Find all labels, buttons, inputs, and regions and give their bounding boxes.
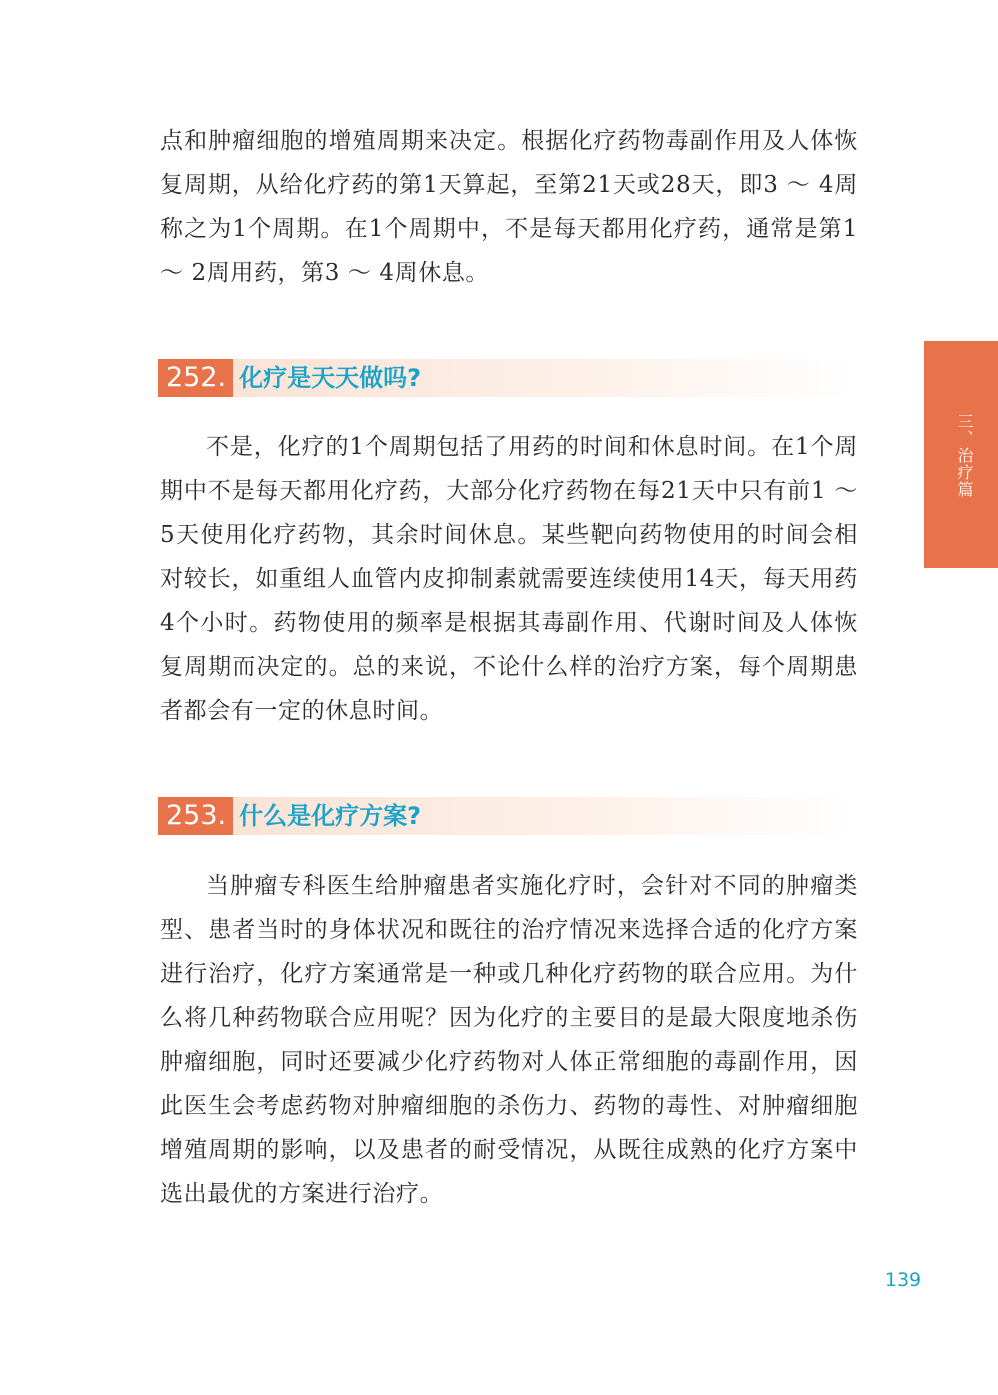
question-252-number: 252. (158, 359, 233, 397)
question-252-heading (158, 359, 850, 397)
question-253-title: 什么是化疗方案? (233, 797, 850, 835)
question-253-answer: 当肿瘤专科医生给肿瘤患者实施化疗时，会针对不同的肿瘤类型、患者当时的身体状况和既往的治疗情况来选择合适的化疗方案进行治疗，化疗方案通常是一种或几种化疗药物的联合应用。为什么将几种药物联合应用呢？因为化疗的主要目的是最大限度地杀伤肿瘤细胞，同时还要减少化疗药物对人体正常细胞的毒副作用，因此医生会考虑药物对肿瘤细胞的杀伤力、药物的毒性、对肿瘤细胞增殖周期的影响，以及患者的耐受情况，从既往成熟的化疗方案中选出最优的方案进行治疗。 (160, 873, 858, 1207)
intro-paragraph: 点和肿瘤细胞的增殖周期来决定。根据化疗药物毒副作用及人体恢复周期，从给化疗药的第1天算起，至第21天或28天，即3 ～ 4周称之为1个周期。在1个周期中，不是每天都用化疗药，通常是第1 ～ 2周用药，第3 ～ 4周休息。 (160, 128, 858, 286)
chapter-side-tab (924, 341, 998, 568)
page-number: 139 (884, 1269, 922, 1291)
question-252-answer: 不是，化疗的1个周期包括了用药的时间和休息时间。在1个周期中不是每天都用化疗药，大部分化疗药物在每21天中只有前1 ～ 5天使用化疗药物，其余时间休息。某些靶向药物使用的时间会相对较长，如重组人血管内皮抑制素就需要连续使用14天，每天用药4个小时。药物使用的频率是根据其毒副作用、代谢时间及人体恢复周期而决定的。总的来说，不论什么样的治疗方案，每个周期患者都会有一定的休息时间。 (160, 434, 858, 724)
chapter-side-tab-label: 三、治疗篇 (955, 413, 974, 498)
question-252-title: 化疗是天天做吗? (233, 359, 850, 397)
question-253-heading (158, 797, 850, 835)
question-253-number: 253. (158, 797, 233, 835)
